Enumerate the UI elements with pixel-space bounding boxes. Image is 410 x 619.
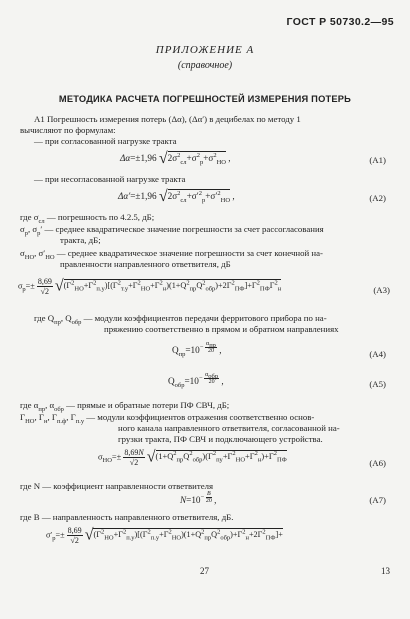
section-title: МЕТОДИКА РАСЧЕТА ПОГРЕШНОСТЕЙ ИЗМЕРЕНИЯ ПОТЕРЬ [58, 94, 352, 104]
where-q: где $Q_{пр}$, $Q_{обр}$ — модули коэффициентов передачи ферритового прибора по на- [34, 313, 327, 326]
page-number-center: 27 [200, 566, 209, 576]
formula-a6: $\sigma_{НО}=\pm$ $\frac{8,69N}{√2}$ $√(1+Q^2_{пр}Q^2_{обр})(Г^2_{пу}+Г^2_{НО}+Г^2_н)+Г^2_{ПФ}$ [98, 448, 287, 467]
where-n: где N — коэффициент направленности ответвителя [20, 481, 214, 491]
where-alpha: где $\alpha_{пр}$, $\alpha_{обр}$ — прямые и обратные потери ПФ СВЧ, дБ; [20, 400, 230, 413]
where-sigma-sl: где $\sigma_{сл}$ — погрешность по 4.2.5, дБ; [20, 212, 155, 225]
eq-label-a2: (А2) [369, 193, 386, 203]
appendix-subtitle: (справочное) [177, 60, 233, 71]
where-sigma-p: $\sigma_р$, $\sigma_р'$ — среднее квадратическое значение погрешности за счет рассогласования [20, 224, 324, 237]
formula-a5: $Q_{обр}=10^{- \frac{\alpha_{обр}}{20}}$ , [168, 372, 224, 389]
where-b: где B — направленность направленного ответвителя, дБ. [20, 512, 234, 522]
eq-label-a3: (А3) [373, 285, 390, 295]
where-gamma: $Г_{НО}$, $Г_н$, $Г_{п.ф}$, $Г_{п.у}$ — модули коэффициентов отражения соответственно основ- [20, 412, 315, 425]
coef-196-b: 1,96 [140, 191, 157, 202]
eq-label-a1: (А1) [369, 155, 386, 165]
intro-line-1: А1 Погрешность измерения потерь (Δα), (Δα′) в децибелах по методу 1 [34, 114, 301, 124]
formula-a8-partial: $\sigma'_р=\pm$ $\frac{8,69}{√2}$ $√(Г^2_{НО}+Г^2_{п.у})[(Г^2_{п.у}+Г^2_{НО})(1+Q^2_{пр}Q^2_{обр})+Г^2_н+2Г^2_{ПФ}]+$ [46, 526, 283, 545]
coef-196: 1,96 [140, 153, 157, 164]
eq-label-a7: (А7) [369, 495, 386, 505]
where-sigma-p-cont: тракта, дБ; [60, 235, 101, 245]
formula-a7: $N=10^{- \frac{B}{20}}$ , [180, 491, 217, 506]
where-sigma-no: $\sigma_{НО}$, $\sigma'_{НО}$ — среднее квадратическое значение погрешности за счет конечной на- [20, 248, 323, 261]
formula-a3: $\sigma_р=\pm$ $\frac{8,69}{√2}$ $√(Г^2_{НО}+Г^2_{п.у})[(Г^2_{т.у}+Г^2_{НО}+Г^2_н)(1+Q^2_{пр}Q^2_{обр})+2Г^2_{ПФ}]+Г^2_{ПФ}Г^2_н$ [18, 277, 282, 296]
where-gamma-cont2: грузки тракта, ПФ СВЧ и подключающего устройства. [118, 434, 323, 444]
eq-label-a4: (А4) [369, 349, 386, 359]
formula-a1: Δα=±1,96 $√2\sigma^2_{сл}+\sigma^2_р+\sigma^2_{НО}$ , [120, 150, 231, 167]
eq-label-a5: (А5) [369, 379, 386, 389]
page-number-right: 13 [381, 566, 390, 576]
where-q-cont: пряжению соответственно в прямом и обратном направлениях [104, 324, 339, 334]
standard-header: ГОСТ Р 50730.2—95 [286, 16, 394, 28]
eq-label-a6: (А6) [369, 458, 386, 468]
case-matched: — при согласованной нагрузке тракта [34, 136, 177, 146]
appendix-title: ПРИЛОЖЕНИЕ А [155, 44, 255, 56]
formula-a2: Δα′=±1,96 $√2\sigma^2_{сл}+\sigma'^2_р+\sigma'^2_{НО}$ , [118, 188, 235, 205]
where-sigma-no-cont: правленности направленного ответвителя, дБ [60, 259, 231, 269]
formula-a4: $Q_{пр}=10^{- \frac{\alpha_{пр}}{20}}$ , [172, 341, 222, 358]
case-mismatched: — при несогласованной нагрузке тракта [34, 174, 186, 184]
where-gamma-cont1: ного канала направленного ответвителя, согласованной на- [118, 423, 340, 433]
intro-line-2: вычисляют по формулам: [20, 125, 116, 135]
